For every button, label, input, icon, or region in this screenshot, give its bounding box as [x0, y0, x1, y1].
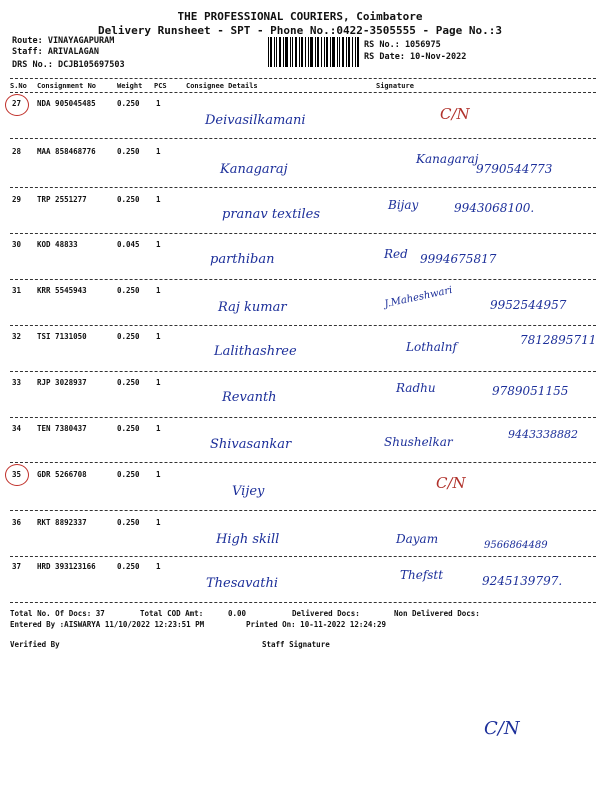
col-header-consignee: Consignee Details: [186, 82, 258, 90]
row-consignment: TEN 7380437: [37, 424, 87, 433]
total-cod-value: 0.00: [228, 609, 247, 618]
row-consignee-handwritten: Raj kumar: [218, 300, 287, 315]
row-sno: 27: [12, 99, 22, 108]
row-weight: 0.250: [117, 99, 140, 108]
row-phone-handwritten: 9994675817: [420, 252, 497, 266]
row-sno: 31: [12, 286, 22, 295]
row-sno: 36: [12, 518, 22, 527]
row-consignment: HRD 393123166: [37, 562, 96, 571]
row-consignee-handwritten: Kanagaraj: [220, 162, 288, 177]
row-phone-handwritten: 9245139797.: [482, 574, 563, 588]
row-consignment: TRP 2551277: [37, 195, 87, 204]
row-consignment: RKT 8892337: [37, 518, 87, 527]
runsheet-title: Delivery Runsheet - SPT - Phone No.:0422-3505555 - Page No.:3: [98, 24, 502, 37]
row-pcs: 1: [156, 147, 161, 156]
row-sno: 35: [12, 470, 22, 479]
col-header-pcs: PCS: [154, 82, 167, 90]
drs-label: DRS No.: DCJB105697503: [12, 60, 125, 70]
row-divider: [10, 510, 596, 511]
row-pcs: 1: [156, 518, 161, 527]
row-phone-handwritten: 7812895711: [520, 333, 597, 347]
row-signature-handwritten: Red: [384, 247, 408, 261]
total-cod-label: Total COD Amt:: [140, 609, 204, 618]
barcode-graphic: [268, 37, 360, 67]
row-signature-handwritten: Shushelkar: [384, 435, 453, 449]
row-sno: 33: [12, 378, 22, 387]
col-header-sno: S.No: [10, 82, 27, 90]
row-pcs: 1: [156, 240, 161, 249]
row-sno: 34: [12, 424, 22, 433]
row-consignee-handwritten: Shivasankar: [210, 437, 292, 452]
row-consignee-handwritten: pranav textiles: [222, 207, 321, 222]
row-consignee-handwritten: Lalithashree: [214, 344, 297, 359]
row-consignment: KRR 5545943: [37, 286, 87, 295]
row-signature-handwritten: Dayam: [396, 532, 439, 546]
non-delivered-docs: Non Delivered Docs:: [394, 609, 480, 618]
row-signature-handwritten: Radhu: [396, 381, 436, 395]
row-consignee-handwritten: parthiban: [210, 252, 275, 267]
row-pcs: 1: [156, 378, 161, 387]
row-consignment: TSI 7131050: [37, 332, 87, 341]
row-sno: 30: [12, 240, 22, 249]
row-phone-handwritten: 9443338882: [508, 428, 578, 441]
verified-by: Verified By: [10, 640, 60, 649]
row-weight: 0.250: [117, 562, 140, 571]
row-pcs: 1: [156, 470, 161, 479]
row-divider: [10, 138, 596, 139]
row-sno: 37: [12, 562, 22, 571]
row-weight: 0.250: [117, 195, 140, 204]
bottom-note-handwritten: C/N: [484, 718, 520, 739]
row-signature-handwritten: Kanagaraj: [416, 152, 479, 166]
col-header-consignment: Consignment No: [37, 82, 97, 90]
row-pcs: 1: [156, 562, 161, 571]
row-divider: [10, 371, 596, 372]
company-title: THE PROFESSIONAL COURIERS, Coimbatore: [177, 10, 423, 23]
row-phone-handwritten: 9789051155: [492, 384, 569, 398]
entered-by: Entered By :AISWARYA 11/10/2022 12:23:51 PM: [10, 620, 205, 629]
rs-date-label: RS Date: 10-Nov-2022: [364, 52, 467, 62]
row-sno: 28: [12, 147, 22, 156]
row-pcs: 1: [156, 286, 161, 295]
row-consignment: GDR 5266708: [37, 470, 87, 479]
header-top-rule: [10, 78, 596, 79]
row-consignment: MAA 858468776: [37, 147, 96, 156]
row-consignee-handwritten: Deivasilkamani: [205, 113, 306, 128]
row-divider: [10, 233, 596, 234]
row-weight: 0.250: [117, 286, 140, 295]
row-weight: 0.250: [117, 332, 140, 341]
row-circle-mark: [5, 464, 29, 486]
row-signature-handwritten: Thefstt: [400, 568, 444, 582]
total-docs: Total No. Of Docs: 37: [10, 609, 105, 618]
row-consignee-handwritten: Vijey: [232, 484, 265, 499]
col-header-weight: Weight: [117, 82, 143, 90]
row-weight: 0.250: [117, 470, 140, 479]
row-consignment: NDA 905045485: [37, 99, 96, 108]
row-divider: [10, 556, 596, 557]
row-pcs: 1: [156, 99, 161, 108]
row-consignee-handwritten: High skill: [216, 532, 280, 547]
row-sno: 29: [12, 195, 22, 204]
row-signature-handwritten: Bijay: [388, 198, 419, 212]
row-phone-handwritten: 9952544957: [490, 298, 567, 312]
delivered-docs: Delivered Docs:: [292, 609, 360, 618]
row-pcs: 1: [156, 332, 161, 341]
row-circle-mark: [5, 94, 29, 116]
row-consignee-handwritten: Thesavathi: [206, 576, 279, 591]
printed-on: Printed On: 10-11-2022 12:24:29: [246, 620, 386, 629]
row-pcs: 1: [156, 424, 161, 433]
row-consignment: RJP 3028937: [37, 378, 87, 387]
row-signature-handwritten: C/N: [436, 474, 466, 492]
row-pcs: 1: [156, 195, 161, 204]
row-weight: 0.045: [117, 240, 140, 249]
staff-label: Staff: ARIVALAGAN: [12, 47, 99, 57]
row-consignment: KOD 48833: [37, 240, 78, 249]
row-consignee-handwritten: Revanth: [222, 390, 277, 405]
row-divider: [10, 602, 596, 603]
row-signature-handwritten: J.Maheshwari: [383, 284, 454, 311]
col-header-signature: Signature: [376, 82, 414, 90]
row-sno: 32: [12, 332, 22, 341]
row-weight: 0.250: [117, 378, 140, 387]
route-label: Route: VINAYAGAPURAM: [12, 36, 115, 46]
staff-signature: Staff Signature: [262, 640, 330, 649]
row-divider: [10, 462, 596, 463]
rs-no-label: RS No.: 1056975: [364, 40, 441, 50]
row-divider: [10, 417, 596, 418]
row-divider: [10, 325, 596, 326]
row-divider: [10, 279, 596, 280]
barcode: [268, 37, 360, 67]
row-weight: 0.250: [117, 147, 140, 156]
row-divider: [10, 187, 596, 188]
row-phone-handwritten: 9943068100.: [454, 201, 535, 215]
header-bottom-rule: [10, 92, 596, 93]
row-phone-handwritten: 9790544773: [476, 162, 553, 176]
row-weight: 0.250: [117, 518, 140, 527]
row-signature-handwritten: Lothalnf: [406, 340, 457, 354]
row-signature-handwritten: C/N: [440, 105, 470, 123]
row-weight: 0.250: [117, 424, 140, 433]
row-phone-handwritten: 9566864489: [484, 540, 548, 551]
